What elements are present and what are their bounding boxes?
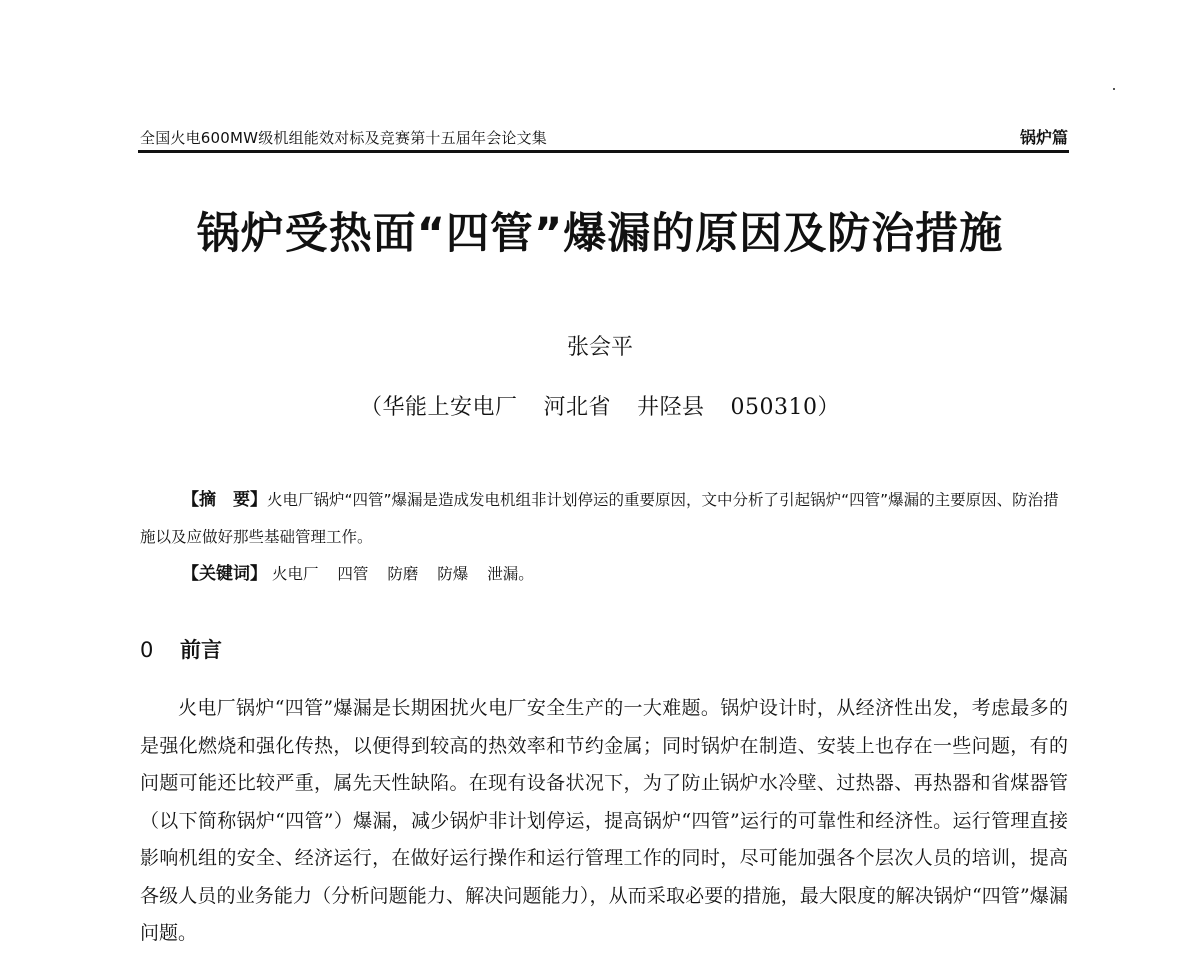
- affiliation-province: 河北省: [543, 395, 612, 420]
- affiliation-organization: 华能上安电厂: [382, 395, 518, 420]
- affiliation-open-paren: （: [359, 395, 383, 420]
- abstract-text: 火电厂锅炉“四管”爆漏是造成发电机组非计划停运的重要原因，文中分析了引起锅炉“四管”爆漏的主要原因、防治措施以及应做好那些基础管理工作。: [140, 491, 1059, 546]
- paper-title: 锅炉受热面“四管”爆漏的原因及防治措施: [196, 209, 1004, 259]
- affiliation-postcode: 050310: [730, 395, 818, 420]
- proceedings-title: 全国火电600MW级机组能效对标及竞赛第十五届年会论文集: [140, 129, 548, 147]
- running-header: [140, 122, 1068, 148]
- scan-artifact-dot: [1113, 88, 1115, 90]
- keyword: 防爆: [437, 565, 469, 583]
- affiliation-county: 井陉县: [637, 395, 705, 420]
- section-number: 0: [140, 638, 154, 662]
- author-name: 张会平: [566, 335, 633, 360]
- keyword: 泄漏。: [487, 565, 534, 583]
- keywords: [140, 556, 1070, 593]
- keyword: 四管: [337, 565, 369, 583]
- abstract: [140, 482, 1070, 556]
- keyword: 防磨: [387, 565, 419, 583]
- section-category: 锅炉篇: [1019, 128, 1068, 147]
- abstract-label: 【摘 要】: [182, 490, 267, 510]
- author-affiliation: [0, 390, 1200, 421]
- section-heading: [140, 634, 222, 664]
- section-body: [140, 690, 1068, 953]
- paragraph: 火电厂锅炉“四管”爆漏是长期困扰火电厂安全生产的一大难题。锅炉设计时，从经济性出发，考虑最多的是强化燃烧和强化传热，以便得到较高的热效率和节约金属；同时锅炉在制造、安装上也存在一些问题，有的问题可能还比较严重，属先天性缺陷。在现有设备状况下，为了防止锅炉水冷壁、过热器、再热器和省煤器管（以下简称锅炉“四管”）爆漏，减少锅炉非计划停运，提高锅炉“四管”运行的可靠性和经济性。运行管理直接影响机组的安全、经济运行，在做好运行操作和运行管理工作的同时，尽可能加强各个层次人员的培训，提高各级人员的业务能力（分析问题能力、解决问题能力），从而采取必要的措施，最大限度的解决锅炉“四管”爆漏问题。: [140, 697, 1068, 944]
- keywords-label: 【关键词】: [182, 564, 267, 584]
- header-rule: [138, 150, 1069, 153]
- affiliation-close-paren: ）: [817, 395, 841, 420]
- keyword: 火电厂: [271, 565, 319, 583]
- section-title: 前言: [180, 638, 222, 662]
